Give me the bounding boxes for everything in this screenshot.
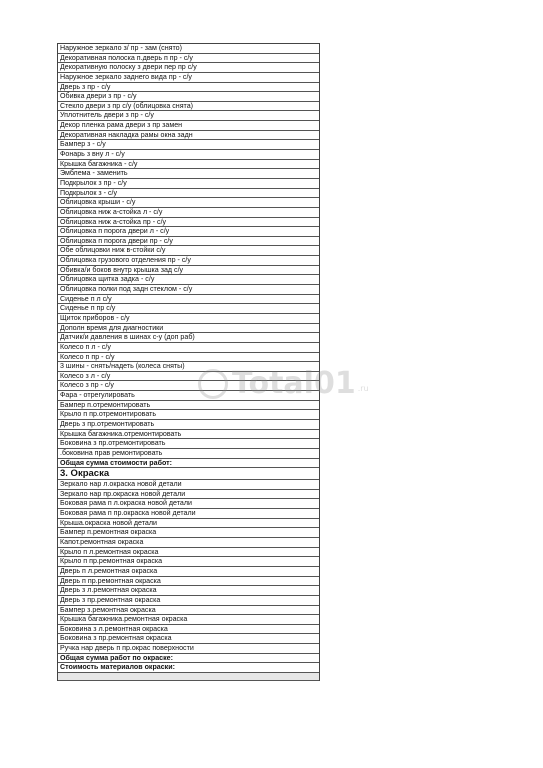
- table-row: Капот.ремонтная окраска: [58, 538, 319, 548]
- table-row: Облицовка ниж а-стойка пр - с/у: [58, 218, 319, 228]
- table-row: Облицовка ниж а-стойка л - с/у: [58, 208, 319, 218]
- table-row: Крышка багажника - с/у: [58, 160, 319, 170]
- table-row: Боковина з пр.отремонтировать: [58, 439, 319, 449]
- table-row: Бампер з.ремонтная окраска: [58, 606, 319, 616]
- table-row: Крыша.окраска новой детали: [58, 519, 319, 529]
- table-row: Обе облицовки ниж в-стойки с/у: [58, 246, 319, 256]
- table-row: Колесо п л - с/у: [58, 343, 319, 353]
- table-row: Обивка/и боков внутр крышка зад с/у: [58, 266, 319, 276]
- table-row: .боковина прав ремонтировать: [58, 449, 319, 459]
- total-row: Стоимость материалов окраски:: [58, 663, 319, 673]
- table-row: Облицовка полки под задн стеклом - с/у: [58, 285, 319, 295]
- table-row: Датчик/и давления в шинах с-у (доп раб): [58, 333, 319, 343]
- watermark-logo: [198, 366, 369, 401]
- table-row: Декоративная полоска п.дверь п пр - с/у: [58, 54, 319, 64]
- table-row: Сиденье п л с/у: [58, 295, 319, 305]
- table-row: Фонарь з вну л - с/у: [58, 150, 319, 160]
- table-row: Наружное зеркало з/ пр - зам (снято): [58, 44, 319, 54]
- table-row: Подкрылок з пр - с/у: [58, 179, 319, 189]
- table-row: Наружное зеркало заднего вида пр - с/у: [58, 73, 319, 83]
- estimate-table: [57, 43, 320, 681]
- watermark-suffix: .ru: [357, 384, 369, 393]
- table-row: Эмблема - заменить: [58, 169, 319, 179]
- table-row: Крыло п пр.ремонтная окраска: [58, 557, 319, 567]
- table-row: Бампер з - с/у: [58, 140, 319, 150]
- table-row: Крышка багажника.ремонтная окраска: [58, 615, 319, 625]
- table-row: Колесо з пр - с/у: [58, 381, 319, 391]
- watermark-circle-icon: [198, 369, 228, 399]
- table-row: Зеркало нар пр.окраска новой детали: [58, 490, 319, 500]
- table-row: Сиденье п пр с/у: [58, 304, 319, 314]
- section-heading: 3. Окраска: [58, 468, 319, 480]
- table-row: Щиток приборов - с/у: [58, 314, 319, 324]
- table-row: Зеркало нар л.окраска новой детали: [58, 480, 319, 490]
- table-row: Ручка нар дверь п пр.окрас поверхности: [58, 644, 319, 654]
- table-row: Дверь з л.ремонтная окраска: [58, 586, 319, 596]
- table-row: Дверь з пр - с/у: [58, 83, 319, 93]
- table-row: Боковая рама п пр.окраска новой детали: [58, 509, 319, 519]
- table-row: Дополн время для диагностики: [58, 324, 319, 334]
- table-row: Декоративная накладка рамы окна задн: [58, 131, 319, 141]
- table-row: Колесо п пр - с/у: [58, 353, 319, 363]
- table-row: Облицовка п порога двери пр - с/у: [58, 237, 319, 247]
- table-row: Фара - отрегулировать: [58, 391, 319, 401]
- table-row: Дверь з пр.ремонтная окраска: [58, 596, 319, 606]
- table-row: Крышка багажника.отремонтировать: [58, 430, 319, 440]
- table-row: Дверь п л.ремонтная окраска: [58, 567, 319, 577]
- table-row: Облицовка щитка задка - с/у: [58, 275, 319, 285]
- table-row: Бампер п.ремонтная окраска: [58, 528, 319, 538]
- table-row: Уплотнитель двери з пр - с/у: [58, 111, 319, 121]
- total-row: Общая сумма стоимости работ:: [58, 459, 319, 469]
- table-row: Дверь з пр.отремонтировать: [58, 420, 319, 430]
- table-row: Крыло п пр.отремонтировать: [58, 410, 319, 420]
- table-row: Крыло п л.ремонтная окраска: [58, 548, 319, 558]
- table-row: Декор пленка рама двери з пр замен: [58, 121, 319, 131]
- table-row: Бампер п.отремонтировать: [58, 401, 319, 411]
- table-row: Облицовка грузового отделения пр - с/у: [58, 256, 319, 266]
- table-row: Обивка двери з пр - с/у: [58, 92, 319, 102]
- table-row: Дверь п пр.ремонтная окраска: [58, 577, 319, 587]
- table-row: Облицовка крыши - с/у: [58, 198, 319, 208]
- table-row: Декоративную полоску з двери пер пр с/у: [58, 63, 319, 73]
- table-row: 3 шины - снять/надеть (колеса сняты): [58, 362, 319, 372]
- table-row: Боковина з пр.ремонтная окраска: [58, 634, 319, 644]
- total-row: Общая сумма работ по окраске:: [58, 654, 319, 664]
- table-row: Стекло двери з пр с/у (облицовка снята): [58, 102, 319, 112]
- table-row: Боковая рама п л.окраска новой детали: [58, 499, 319, 509]
- watermark-text: Total01: [232, 366, 356, 401]
- table-row: Боковина з л.ремонтная окраска: [58, 625, 319, 635]
- table-row: Колесо з л - с/у: [58, 372, 319, 382]
- blank-row: [58, 673, 319, 681]
- table-row: Облицовка п порога двери л - с/у: [58, 227, 319, 237]
- table-row: Подкрылок з - с/у: [58, 189, 319, 199]
